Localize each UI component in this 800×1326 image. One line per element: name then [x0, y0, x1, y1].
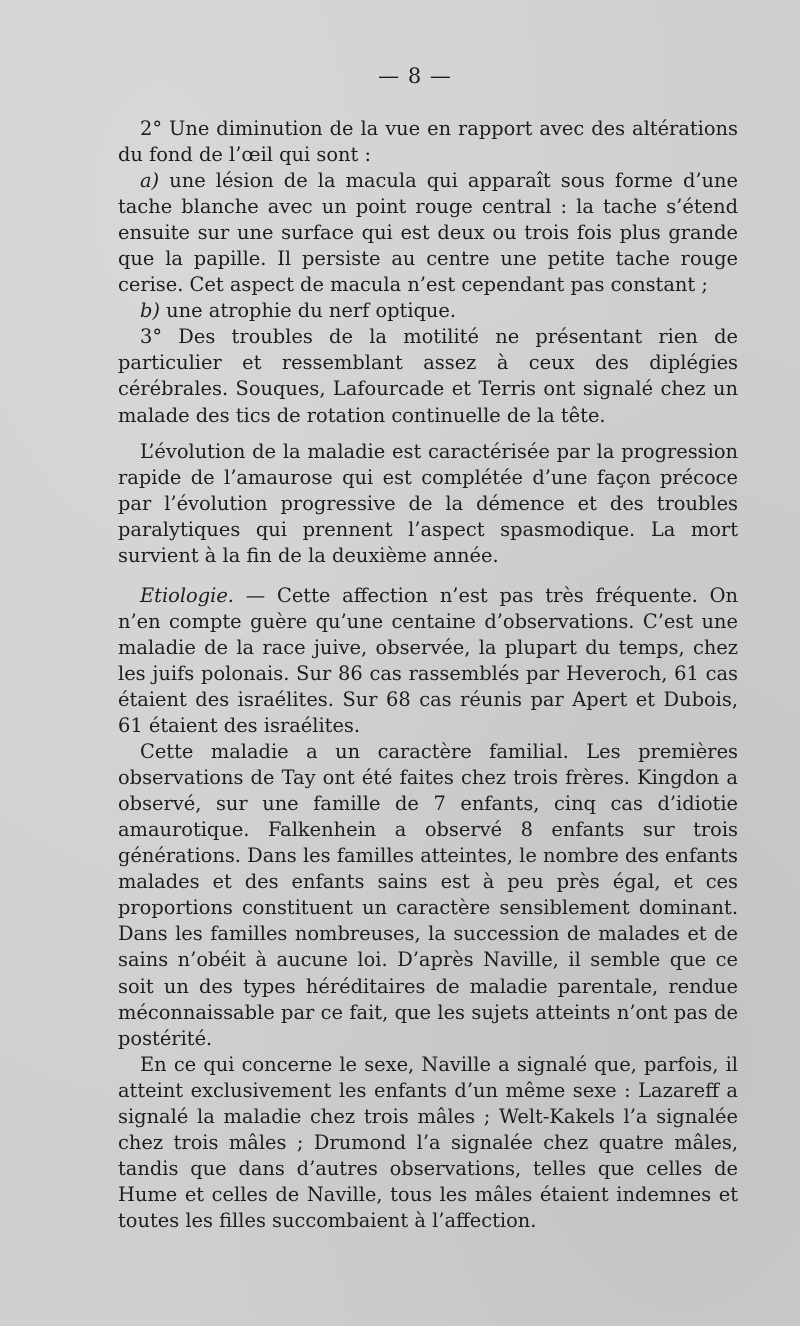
- item-label-a: a): [140, 169, 160, 193]
- page-number: — 8 —: [378, 64, 452, 88]
- paragraph-macula-lesion: [118, 168, 738, 298]
- paragraph-sex-distribution: En ce qui concerne le sexe, Naville a signalé que, parfois, il atteint exclusivement les enfants d’un même sexe : Lazareff a signalé la maladie chez trois mâles ; Welt-Kakels l’a signalée chez trois mâles ; Drumond l’a signalée chez quatre mâles, tandis que dans d’autres observations, telles que celles de Hume et celles de Naville, tous les mâles étaient indemnes et toutes les filles succombaient à l’affection.: [118, 1052, 738, 1232]
- item-text-b: une atrophie du nerf optique.: [159, 299, 457, 323]
- paragraph-optic-atrophy: [118, 298, 738, 324]
- body-text: [118, 116, 738, 1234]
- item-text-a: une lésion de la macula qui apparaît sous forme d’une tache blanche avec un point rouge central : la tache s’étend ensuite sur une surface qui est deux ou trois fois plus grande que la papille. Il persiste au centre une petite tache rouge cerise. Cet aspect de macula n’est cependant pas constant ;: [118, 169, 738, 297]
- paragraph-familial-character: Cette maladie a un caractère familial. Les premières observations de Tay ont été faites chez trois frères. Kingdon a observé, sur une famille de 7 enfants, cinq cas d’idiotie amaurotique. Falkenhein a observé 8 enfants sur trois générations. Dans les familles atteintes, le nombre des enfants malades et des enfants sains est à peu près égal, et ces proportions constituent un caractère sensiblement dominant. Dans les familles nombreuses, la succession de malades et de sains n’obéit à aucune loi. D’après Naville, il semble que ce soit un des types héréditaires de maladie parentale, rendue méconnaissable par ce fait, que les sujets atteints n’ont pas de postérité.: [118, 740, 738, 1050]
- paragraph-etiology: [118, 583, 738, 739]
- paragraph-visual-symptoms: 2° Une diminution de la vue en rapport avec des altérations du fond de l’œil qui sont :: [118, 117, 738, 167]
- paragraph-motility: 3° Des troubles de la motilité ne présentant rien de particulier et ressemblant assez à ceux des diplégies cérébrales. Souques, Lafourcade et Terris ont signalé chez un malade des tics de rotation continuelle de la tête.: [118, 325, 738, 427]
- section-text-etiology: — Cette affection n’est pas très fréquente. On n’en compte guère qu’une centaine d’observations. C’est une maladie de la race juive, observée, la plupart du temps, chez les juifs polonais. Sur 86 cas rassemblés par Heveroch, 61 cas étaient des israélites. Sur 68 cas réunis par Apert et Dubois, 61 étaient des israélites.: [118, 583, 738, 738]
- item-label-b: b): [140, 299, 160, 323]
- section-label-etiology: Etiologie.: [140, 583, 234, 607]
- paragraph-evolution: L’évolution de la maladie est caractérisée par la progression rapide de l’amaurose qui est complétée d’une façon précoce par l’évolution progressive de la démence et des troubles paralytiques qui prennent l’aspect spasmodique. La mort survient à la fin de la deuxième année.: [118, 439, 738, 567]
